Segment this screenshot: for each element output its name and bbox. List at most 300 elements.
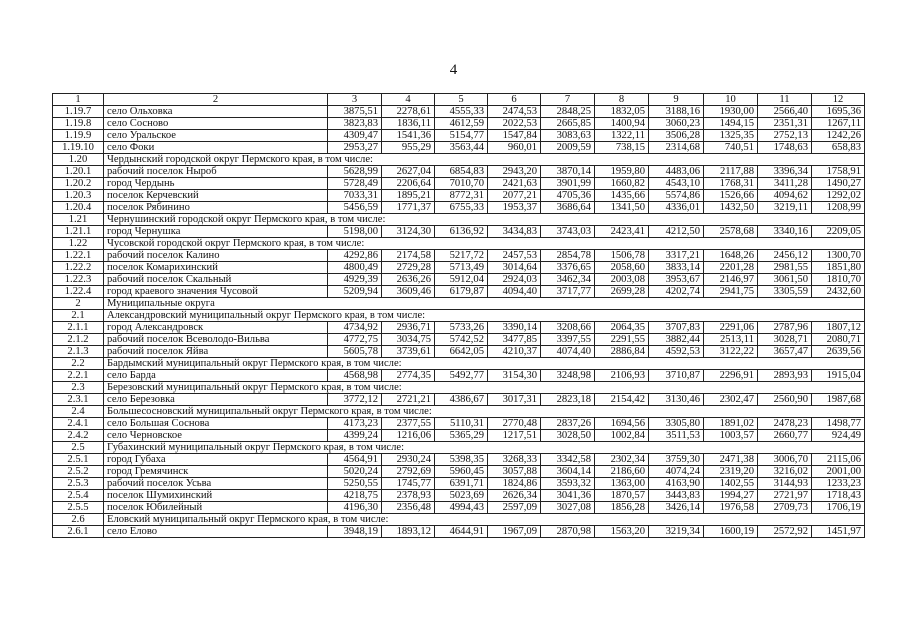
value-cell: 2627,04 bbox=[382, 166, 435, 178]
group-row bbox=[53, 514, 865, 526]
value-cell: 3144,93 bbox=[758, 478, 812, 490]
value-cell: 2981,55 bbox=[758, 262, 812, 274]
row-code: 1.19.10 bbox=[53, 142, 104, 154]
value-cell: 3248,98 bbox=[541, 370, 595, 382]
row-code: 2.1 bbox=[53, 310, 104, 322]
settlement-name: село Барда bbox=[104, 370, 328, 382]
value-cell: 2146,97 bbox=[704, 274, 758, 286]
table-row bbox=[53, 250, 865, 262]
value-cell: 4074,24 bbox=[649, 466, 704, 478]
row-code: 1.20.4 bbox=[53, 202, 104, 214]
value-cell: 3426,14 bbox=[649, 502, 704, 514]
value-cell: 7010,70 bbox=[435, 178, 488, 190]
settlement-name: село Фоки bbox=[104, 142, 328, 154]
table-row bbox=[53, 454, 865, 466]
settlement-name: рабочий поселок Усьва bbox=[104, 478, 328, 490]
column-header: 10 bbox=[704, 94, 758, 106]
row-code: 1.21.1 bbox=[53, 226, 104, 238]
value-cell: 2302,34 bbox=[595, 454, 649, 466]
value-cell: 2319,20 bbox=[704, 466, 758, 478]
settlement-name: город Чернушка bbox=[104, 226, 328, 238]
value-cell: 1987,68 bbox=[812, 394, 865, 406]
value-cell: 1694,56 bbox=[595, 418, 649, 430]
value-cell: 738,15 bbox=[595, 142, 649, 154]
value-cell: 2572,92 bbox=[758, 526, 812, 538]
value-cell: 2478,23 bbox=[758, 418, 812, 430]
value-cell: 2639,56 bbox=[812, 346, 865, 358]
value-cell: 1002,84 bbox=[595, 430, 649, 442]
value-cell: 2953,27 bbox=[328, 142, 382, 154]
value-cell: 1870,57 bbox=[595, 490, 649, 502]
value-cell: 4929,39 bbox=[328, 274, 382, 286]
value-cell: 1402,55 bbox=[704, 478, 758, 490]
column-header: 3 bbox=[328, 94, 382, 106]
value-cell: 2823,18 bbox=[541, 394, 595, 406]
row-code: 2.4.1 bbox=[53, 418, 104, 430]
value-cell: 924,49 bbox=[812, 430, 865, 442]
value-cell: 3593,32 bbox=[541, 478, 595, 490]
value-cell: 1824,86 bbox=[488, 478, 541, 490]
value-cell: 5628,99 bbox=[328, 166, 382, 178]
value-cell: 5912,04 bbox=[435, 274, 488, 286]
value-cell: 3462,34 bbox=[541, 274, 595, 286]
value-cell: 4163,90 bbox=[649, 478, 704, 490]
value-cell: 4592,53 bbox=[649, 346, 704, 358]
settlement-name: село Большая Соснова bbox=[104, 418, 328, 430]
settlement-name: рабочий поселок Скальный bbox=[104, 274, 328, 286]
row-code: 1.20.3 bbox=[53, 190, 104, 202]
header-row bbox=[53, 94, 865, 106]
value-cell: 3717,77 bbox=[541, 286, 595, 298]
settlement-name: поселок Керчевский bbox=[104, 190, 328, 202]
row-code: 2.4.2 bbox=[53, 430, 104, 442]
value-cell: 4202,74 bbox=[649, 286, 704, 298]
value-cell: 1490,27 bbox=[812, 178, 865, 190]
value-cell: 4094,40 bbox=[488, 286, 541, 298]
table-row bbox=[53, 262, 865, 274]
value-cell: 3028,50 bbox=[541, 430, 595, 442]
row-code: 2.2 bbox=[53, 358, 104, 370]
row-code: 1.19.8 bbox=[53, 118, 104, 130]
row-code: 1.19.7 bbox=[53, 106, 104, 118]
value-cell: 1953,37 bbox=[488, 202, 541, 214]
group-row bbox=[53, 442, 865, 454]
value-cell: 5742,52 bbox=[435, 334, 488, 346]
settlement-name: рабочий поселок Калино bbox=[104, 250, 328, 262]
group-title: Александровский муниципальный округ Пермского края, в том числе: bbox=[104, 310, 865, 322]
table-row bbox=[53, 346, 865, 358]
group-title: Березовский муниципальный округ Пермского края, в том числе: bbox=[104, 382, 865, 394]
settlement-name: село Ольховка bbox=[104, 106, 328, 118]
group-title: Чусовской городской округ Пермского края, в том числе: bbox=[104, 238, 865, 250]
value-cell: 3609,46 bbox=[382, 286, 435, 298]
group-title: Бардымский муниципальный округ Пермского края, в том числе: bbox=[104, 358, 865, 370]
value-cell: 4292,86 bbox=[328, 250, 382, 262]
value-cell: 658,83 bbox=[812, 142, 865, 154]
value-cell: 1810,70 bbox=[812, 274, 865, 286]
value-cell: 3124,30 bbox=[382, 226, 435, 238]
settlement-name: город краевого значения Чусовой bbox=[104, 286, 328, 298]
value-cell: 2058,60 bbox=[595, 262, 649, 274]
row-code: 2.5.5 bbox=[53, 502, 104, 514]
row-code: 1.22.3 bbox=[53, 274, 104, 286]
value-cell: 1363,00 bbox=[595, 478, 649, 490]
settlement-name: село Черновское bbox=[104, 430, 328, 442]
value-cell: 4094,62 bbox=[758, 190, 812, 202]
value-cell: 1648,26 bbox=[704, 250, 758, 262]
value-cell: 2302,47 bbox=[704, 394, 758, 406]
value-cell: 3710,87 bbox=[649, 370, 704, 382]
value-cell: 5198,00 bbox=[328, 226, 382, 238]
group-title: Еловский муниципальный округ Пермского края, в том числе: bbox=[104, 514, 865, 526]
value-cell: 2792,69 bbox=[382, 466, 435, 478]
column-header: 6 bbox=[488, 94, 541, 106]
value-cell: 1322,11 bbox=[595, 130, 649, 142]
value-cell: 3208,66 bbox=[541, 322, 595, 334]
value-cell: 3604,14 bbox=[541, 466, 595, 478]
value-cell: 3219,11 bbox=[758, 202, 812, 214]
value-cell: 4218,75 bbox=[328, 490, 382, 502]
value-cell: 2077,21 bbox=[488, 190, 541, 202]
value-cell: 5020,24 bbox=[328, 466, 382, 478]
row-code: 1.22.1 bbox=[53, 250, 104, 262]
value-cell: 2474,53 bbox=[488, 106, 541, 118]
value-cell: 2001,00 bbox=[812, 466, 865, 478]
table-row bbox=[53, 166, 865, 178]
value-cell: 4994,43 bbox=[435, 502, 488, 514]
value-cell: 3772,12 bbox=[328, 394, 382, 406]
column-header: 7 bbox=[541, 94, 595, 106]
group-title: Большесосновский муниципальный округ Пермского края, в том числе: bbox=[104, 406, 865, 418]
value-cell: 2291,06 bbox=[704, 322, 758, 334]
value-cell: 4336,01 bbox=[649, 202, 704, 214]
value-cell: 4568,98 bbox=[328, 370, 382, 382]
column-header: 9 bbox=[649, 94, 704, 106]
value-cell: 1547,84 bbox=[488, 130, 541, 142]
table-row bbox=[53, 190, 865, 202]
value-cell: 1895,21 bbox=[382, 190, 435, 202]
value-cell: 5713,49 bbox=[435, 262, 488, 274]
value-cell: 960,01 bbox=[488, 142, 541, 154]
value-cell: 740,51 bbox=[704, 142, 758, 154]
value-cell: 2936,71 bbox=[382, 322, 435, 334]
value-cell: 5492,77 bbox=[435, 370, 488, 382]
value-cell: 4800,49 bbox=[328, 262, 382, 274]
column-header: 12 bbox=[812, 94, 865, 106]
value-cell: 3948,19 bbox=[328, 526, 382, 538]
value-cell: 3060,23 bbox=[649, 118, 704, 130]
value-cell: 2377,55 bbox=[382, 418, 435, 430]
value-cell: 5365,29 bbox=[435, 430, 488, 442]
table-row bbox=[53, 142, 865, 154]
row-code: 2.6.1 bbox=[53, 526, 104, 538]
settlement-name: город Александровск bbox=[104, 322, 328, 334]
value-cell: 3061,50 bbox=[758, 274, 812, 286]
group-row bbox=[53, 310, 865, 322]
table-row bbox=[53, 430, 865, 442]
value-cell: 2106,93 bbox=[595, 370, 649, 382]
settlement-name: село Березовка bbox=[104, 394, 328, 406]
value-cell: 6179,87 bbox=[435, 286, 488, 298]
value-cell: 4772,75 bbox=[328, 334, 382, 346]
value-cell: 3563,44 bbox=[435, 142, 488, 154]
settlement-name: город Губаха bbox=[104, 454, 328, 466]
row-code: 2.1.1 bbox=[53, 322, 104, 334]
row-code: 1.22.4 bbox=[53, 286, 104, 298]
value-cell: 2154,42 bbox=[595, 394, 649, 406]
row-code: 2.5.1 bbox=[53, 454, 104, 466]
column-header: 2 bbox=[104, 94, 328, 106]
group-row bbox=[53, 358, 865, 370]
value-cell: 1758,91 bbox=[812, 166, 865, 178]
value-cell: 3739,61 bbox=[382, 346, 435, 358]
column-header: 4 bbox=[382, 94, 435, 106]
value-cell: 3657,47 bbox=[758, 346, 812, 358]
value-cell: 6642,05 bbox=[435, 346, 488, 358]
value-cell: 2893,93 bbox=[758, 370, 812, 382]
value-cell: 1541,36 bbox=[382, 130, 435, 142]
row-code: 2.5.2 bbox=[53, 466, 104, 478]
value-cell: 3882,44 bbox=[649, 334, 704, 346]
table-body bbox=[53, 106, 865, 538]
value-cell: 1930,00 bbox=[704, 106, 758, 118]
value-cell: 1498,77 bbox=[812, 418, 865, 430]
value-cell: 2117,88 bbox=[704, 166, 758, 178]
value-cell: 2941,75 bbox=[704, 286, 758, 298]
value-cell: 4483,06 bbox=[649, 166, 704, 178]
value-cell: 2174,58 bbox=[382, 250, 435, 262]
value-cell: 1891,02 bbox=[704, 418, 758, 430]
row-code: 2.3.1 bbox=[53, 394, 104, 406]
table-row bbox=[53, 106, 865, 118]
value-cell: 6755,33 bbox=[435, 202, 488, 214]
value-cell: 5456,59 bbox=[328, 202, 382, 214]
value-cell: 2854,78 bbox=[541, 250, 595, 262]
value-cell: 1718,43 bbox=[812, 490, 865, 502]
group-row bbox=[53, 154, 865, 166]
row-code: 2.5.3 bbox=[53, 478, 104, 490]
value-cell: 2837,26 bbox=[541, 418, 595, 430]
value-cell: 1242,26 bbox=[812, 130, 865, 142]
table-row bbox=[53, 370, 865, 382]
value-cell: 2721,21 bbox=[382, 394, 435, 406]
value-cell: 3743,03 bbox=[541, 226, 595, 238]
value-cell: 2660,77 bbox=[758, 430, 812, 442]
value-cell: 1208,99 bbox=[812, 202, 865, 214]
value-cell: 3317,21 bbox=[649, 250, 704, 262]
value-cell: 2432,60 bbox=[812, 286, 865, 298]
value-cell: 2022,53 bbox=[488, 118, 541, 130]
value-cell: 1435,66 bbox=[595, 190, 649, 202]
table-row bbox=[53, 478, 865, 490]
value-cell: 4196,30 bbox=[328, 502, 382, 514]
table-row bbox=[53, 286, 865, 298]
value-cell: 1600,19 bbox=[704, 526, 758, 538]
value-cell: 3396,34 bbox=[758, 166, 812, 178]
value-cell: 1695,36 bbox=[812, 106, 865, 118]
value-cell: 2699,28 bbox=[595, 286, 649, 298]
value-cell: 2566,40 bbox=[758, 106, 812, 118]
value-cell: 2314,68 bbox=[649, 142, 704, 154]
row-code: 2.4 bbox=[53, 406, 104, 418]
value-cell: 3034,75 bbox=[382, 334, 435, 346]
value-cell: 2709,73 bbox=[758, 502, 812, 514]
value-cell: 6854,83 bbox=[435, 166, 488, 178]
value-cell: 3511,53 bbox=[649, 430, 704, 442]
value-cell: 3041,36 bbox=[541, 490, 595, 502]
table-row bbox=[53, 334, 865, 346]
value-cell: 2186,60 bbox=[595, 466, 649, 478]
value-cell: 1967,09 bbox=[488, 526, 541, 538]
value-cell: 4705,36 bbox=[541, 190, 595, 202]
value-cell: 3305,59 bbox=[758, 286, 812, 298]
row-code: 1.20.2 bbox=[53, 178, 104, 190]
value-cell: 4210,37 bbox=[488, 346, 541, 358]
value-cell: 3014,64 bbox=[488, 262, 541, 274]
value-cell: 4173,23 bbox=[328, 418, 382, 430]
group-row bbox=[53, 382, 865, 394]
row-code: 2 bbox=[53, 298, 104, 310]
value-cell: 4612,59 bbox=[435, 118, 488, 130]
row-code: 2.5.4 bbox=[53, 490, 104, 502]
settlement-name: рабочий поселок Всеволодо-Вильва bbox=[104, 334, 328, 346]
value-cell: 1217,51 bbox=[488, 430, 541, 442]
value-cell: 3477,85 bbox=[488, 334, 541, 346]
tariff-table bbox=[52, 93, 865, 538]
value-cell: 2665,85 bbox=[541, 118, 595, 130]
value-cell: 1267,11 bbox=[812, 118, 865, 130]
value-cell: 7033,31 bbox=[328, 190, 382, 202]
value-cell: 4399,24 bbox=[328, 430, 382, 442]
value-cell: 2560,90 bbox=[758, 394, 812, 406]
value-cell: 2423,41 bbox=[595, 226, 649, 238]
table-row bbox=[53, 502, 865, 514]
table-row bbox=[53, 118, 865, 130]
value-cell: 2009,59 bbox=[541, 142, 595, 154]
value-cell: 1216,06 bbox=[382, 430, 435, 442]
row-code: 2.1.2 bbox=[53, 334, 104, 346]
value-cell: 1292,02 bbox=[812, 190, 865, 202]
value-cell: 4734,92 bbox=[328, 322, 382, 334]
value-cell: 2729,28 bbox=[382, 262, 435, 274]
value-cell: 2752,13 bbox=[758, 130, 812, 142]
column-header: 1 bbox=[53, 94, 104, 106]
value-cell: 3443,83 bbox=[649, 490, 704, 502]
row-code: 1.22.2 bbox=[53, 262, 104, 274]
value-cell: 3823,83 bbox=[328, 118, 382, 130]
value-cell: 2597,09 bbox=[488, 502, 541, 514]
value-cell: 1768,31 bbox=[704, 178, 758, 190]
value-cell: 4564,91 bbox=[328, 454, 382, 466]
value-cell: 1325,35 bbox=[704, 130, 758, 142]
group-title: Чердынский городской округ Пермского края, в том числе: bbox=[104, 154, 865, 166]
value-cell: 1836,11 bbox=[382, 118, 435, 130]
value-cell: 8772,31 bbox=[435, 190, 488, 202]
row-code: 2.1.3 bbox=[53, 346, 104, 358]
settlement-name: поселок Юбилейный bbox=[104, 502, 328, 514]
value-cell: 1807,12 bbox=[812, 322, 865, 334]
value-cell: 1706,19 bbox=[812, 502, 865, 514]
value-cell: 3083,63 bbox=[541, 130, 595, 142]
value-cell: 2351,31 bbox=[758, 118, 812, 130]
settlement-name: город Гремячинск bbox=[104, 466, 328, 478]
value-cell: 1451,97 bbox=[812, 526, 865, 538]
settlement-name: поселок Комарихинский bbox=[104, 262, 328, 274]
group-title: Муниципальные округа bbox=[104, 298, 865, 310]
value-cell: 1233,23 bbox=[812, 478, 865, 490]
value-cell: 2513,11 bbox=[704, 334, 758, 346]
value-cell: 2848,25 bbox=[541, 106, 595, 118]
value-cell: 3268,33 bbox=[488, 454, 541, 466]
row-code: 1.20.1 bbox=[53, 166, 104, 178]
value-cell: 3411,28 bbox=[758, 178, 812, 190]
value-cell: 3027,08 bbox=[541, 502, 595, 514]
table-row bbox=[53, 226, 865, 238]
value-cell: 3953,67 bbox=[649, 274, 704, 286]
value-cell: 2296,91 bbox=[704, 370, 758, 382]
settlement-name: город Чердынь bbox=[104, 178, 328, 190]
value-cell: 3759,30 bbox=[649, 454, 704, 466]
value-cell: 3057,88 bbox=[488, 466, 541, 478]
value-cell: 5728,49 bbox=[328, 178, 382, 190]
value-cell: 4386,67 bbox=[435, 394, 488, 406]
value-cell: 6136,92 bbox=[435, 226, 488, 238]
value-cell: 2930,24 bbox=[382, 454, 435, 466]
value-cell: 2886,84 bbox=[595, 346, 649, 358]
settlement-name: село Уральское bbox=[104, 130, 328, 142]
value-cell: 3342,58 bbox=[541, 454, 595, 466]
group-row bbox=[53, 214, 865, 226]
value-cell: 2291,55 bbox=[595, 334, 649, 346]
value-cell: 2456,12 bbox=[758, 250, 812, 262]
value-cell: 5209,94 bbox=[328, 286, 382, 298]
value-cell: 3006,70 bbox=[758, 454, 812, 466]
value-cell: 2787,96 bbox=[758, 322, 812, 334]
value-cell: 3870,14 bbox=[541, 166, 595, 178]
group-row bbox=[53, 298, 865, 310]
value-cell: 5960,45 bbox=[435, 466, 488, 478]
column-header: 5 bbox=[435, 94, 488, 106]
value-cell: 3028,71 bbox=[758, 334, 812, 346]
value-cell: 5398,35 bbox=[435, 454, 488, 466]
value-cell: 6391,71 bbox=[435, 478, 488, 490]
table-row bbox=[53, 526, 865, 538]
settlement-name: рабочий поселок Ныроб bbox=[104, 166, 328, 178]
value-cell: 1976,58 bbox=[704, 502, 758, 514]
value-cell: 1856,28 bbox=[595, 502, 649, 514]
value-cell: 2721,97 bbox=[758, 490, 812, 502]
value-cell: 2115,06 bbox=[812, 454, 865, 466]
value-cell: 1915,04 bbox=[812, 370, 865, 382]
value-cell: 1851,80 bbox=[812, 262, 865, 274]
value-cell: 3686,64 bbox=[541, 202, 595, 214]
group-title: Чернушинский городской округ Пермского края, в том числе: bbox=[104, 214, 865, 226]
value-cell: 2636,26 bbox=[382, 274, 435, 286]
value-cell: 3833,14 bbox=[649, 262, 704, 274]
value-cell: 5250,55 bbox=[328, 478, 382, 490]
value-cell: 3875,51 bbox=[328, 106, 382, 118]
value-cell: 3340,16 bbox=[758, 226, 812, 238]
settlement-name: село Сосново bbox=[104, 118, 328, 130]
value-cell: 2278,61 bbox=[382, 106, 435, 118]
value-cell: 1506,78 bbox=[595, 250, 649, 262]
value-cell: 955,29 bbox=[382, 142, 435, 154]
value-cell: 2457,53 bbox=[488, 250, 541, 262]
value-cell: 4555,33 bbox=[435, 106, 488, 118]
value-cell: 4212,50 bbox=[649, 226, 704, 238]
value-cell: 3434,83 bbox=[488, 226, 541, 238]
value-cell: 3305,80 bbox=[649, 418, 704, 430]
